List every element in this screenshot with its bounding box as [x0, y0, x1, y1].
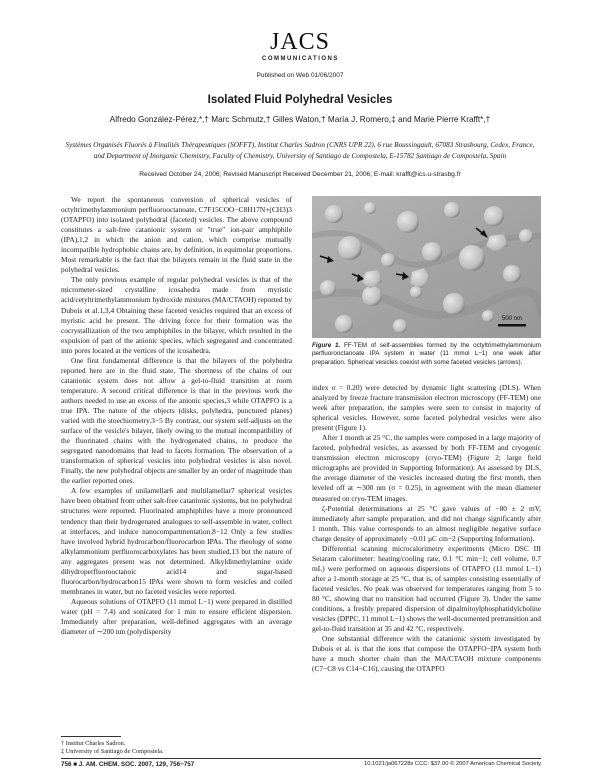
caption-label: Figure 1. [312, 342, 341, 349]
affiliation: Systèmes Organisés Fluorés à Finalités Thérapeutiques (SOFFT), Institut Charles Sadron (CNRS UPR 22), 6 rue Boussingault, 67083 Strasbourg, Cedex, France, and Department of Inorganic Chemistry, Faculty of Chemistry, University of Santiago de Compostela, E-15782 Santiago de Compostela, Spain [65, 141, 535, 160]
paragraph: After 1 month at 25 °C, the samples were composed in a large majority of faceted, polyhedral vesicles, as assessed by both FF-TEM and cryogenic transmission electron microscopy (cryo-TEM) (Figure 2; large field micrographs are provided in Supporting Information). As assessed by DLS, the average diameter of the vesicles increased during the first month, then leveled off at ∼300 nm (σ = 0.25), in agreement with the mean diameter measured on cryo-TEM images. [312, 433, 541, 503]
paragraph: We report the spontaneous conversion of spherical vesicles of octyltrimethylammonium perfluorooctanoate, C7F15COO−C8H17N+(CH3)3 (OTAPFO) into isolated polyhedral (faceted) vesicles. The above compound constitutes a salt-free catanionic system or "true" ion-pair amphiphile (IPA),1,2 in which the anion and cation, which comprise mutually incompatible hydrophobic chains are, by definition, in equimolar proportions. Most remarkable is the fact that the bilayers remain in the fluid state in the polyhedral vesicles. [61, 195, 292, 275]
footnote-divider [61, 736, 121, 737]
scale-bar-label: 500 nm [501, 316, 523, 322]
figure-1-micrograph [312, 196, 541, 338]
footnotes [61, 740, 292, 755]
paragraph: One first fundamental difference is that the bilayers of the polyhedra reported here are in the fluid state. The shortness of the chains of our catanionic system does not allow a gel-to-fluid transition at room temperature. A second critical difference is that in the previous work the authors needed to use an excess of the anionic species,3 while OTAPFO is a true IPA. The nature of the objects (disks, polyhedra, punctured planes) varied with the stoechiometry.3−5 By contrast, our system self-adjusts on the surface of the vesicle's bilayer, likely owing to the mutual incompatibility of the fluorinated chains with the hydrogenated chains, to produce the segregated nanodomains that lead to facets formation. The observation of a transformation of spherical vesicles into polyhedral vesicles is also novel. Finally, the new polyhedral objects are smaller by an order of magnitude than the earlier reported ones. [61, 355, 292, 486]
left-column [61, 195, 292, 637]
paragraph: index σ = 0.20) were detected by dynamic light scattering (DLS). When analyzed by freeze fracture transmission electron microscopy (FF-TEM) one week after preparation, the samples were seen to consist in majority of spherical vesicles. However, some faceted polyhedral vesicles were also present (Figure 1). [312, 383, 541, 433]
caption-text: FF-TEM of self-assemblies formed by the octyltrimethylammonium perfluorooctanoate IPA system in water (11 mmol L−1) one week after preparation. Spherical vesicles coexist with some faceted vesicles (arrows). [312, 342, 542, 366]
paragraph: One substantial difference with the catanionic system investigated by Dubois et al. is that the ions that compose the OTAPFO−IPA system both have a much shorter chain than the MA/CTAOH mixture components (C7−C8 vs C14−C16), causing the OTAPFO [312, 634, 541, 674]
journal-logo [262, 30, 338, 62]
scale-bar [498, 324, 526, 327]
footnote: ‡ University of Santiago de Compostela. [61, 747, 164, 755]
paragraph: ζ-Potential determinations at 25 °C gave values of −80 ± 2 mV, immediately after sample preparation, and did not change significantly after 1 month. This value corresponds to an almost negligible negative surface charge density of approximately −0.01 μC cm−2 (Supporting Information). [312, 503, 541, 543]
micrograph-image [312, 196, 541, 338]
paragraph: Aqueous solutions of OTAPFO (11 mmol L−1) were prepared in distilled water (pH = 7.4) and sonicated for 1 min to ensure efficient dispersion. Immediately after preparation, well-defined aggregates with an average diameter of ∼200 nm (polydispersity [61, 596, 292, 637]
logo-subtitle: COMMUNICATIONS [262, 56, 339, 62]
footnote: † Institut Charles Sadron. [61, 740, 126, 747]
paragraph: The only previous example of regular polyhedral vesicles is that of the micrometer-sized crystalline icosahedra made from myristic acid/cetyltrimethylammonium hydroxide mixtures (MA/CTAOH) reported by Dubois et al.1,3,4 Obtaining these faceted vesicles required that an excess of myristic acid be present. The driving force for their formation was the cocrystallization of the two amphiphiles in the bilayer, which resulted in the expulsion of part of the anionic species, which segregated and concentrated into pores located at the vertices of the icosahedra. [61, 275, 292, 355]
published-date: Published on Web 01/06/2007 [256, 72, 344, 79]
figure-caption [312, 342, 541, 367]
paragraph: Differential scanning microcalorimetry experiments (Micro DSC III Setaram calorimeter: heating/cooling rate, 0.1 °C min−1; cell volume, 0.7 mL) were performed on aqueous dispersions of OTAPFO (11 mmol L−1) after a 1-month storage at 25 °C, that is, of samples consisting essentially of faceted vesicles. No peak was observed for temperatures ranging from 5 to 80 °C, showing that no transition had occurred (Figure 3). Under the same conditions, a freshly prepared dispersion of dipalmitoylphosphatidylcholine vesicles (DPPC, 11 mmol L−1) shows the well-documented pretransition and gel-to-fluid transition at 35 and 42 °C, respectively. [312, 543, 541, 634]
doi-line: 10.1021/ja067228s CCC: $37.00 © 2007 American Chemical Society [364, 761, 541, 767]
right-column [312, 383, 541, 674]
footer-divider [61, 758, 541, 759]
page-citation: 756 ■ J. AM. CHEM. SOC. 2007, 129, 756−757 [61, 761, 195, 768]
article-title: Isolated Fluid Polyhedral Vesicles [207, 94, 393, 106]
logo-text: JACS [269, 29, 331, 55]
author-list: Alfredo González-Pérez,*,† Marc Schmutz,† Gilles Waton,† María J. Romero,‡ and Marie Pierre Krafft*,† [109, 115, 491, 124]
received-line: Received October 24, 2006; Revised Manuscript Received December 21, 2006; E-mail: krafft@ics.u-strasbg.fr [139, 171, 461, 178]
paragraph: A few examples of unilamellar6 and multilamellar7 spherical vesicles have been obtained from other salt-free catanionic systems, but no polyhedral structures were reported. Fluorinated amphiphiles have a more pronounced tendency than their hydrogenated analogues to self-assemble in water, collect at interfaces, and induce nanocompartmentation.8−12 Only a few studies have involved hybrid hydrocarbon/fluorocarbon IPAs. The rheology of some alkylammonium perfluorocarboxylates has been studied,13 but the nature of any aggregates present was not determined. Alkyldimethylamine oxide dihydroperfluorooctanoic acid14 and sugar-based fluorocarbon/hydrocarbon15 IPAs were shown to form vesicles and coiled membranes in water, but no faceted vesicles were reported. [61, 486, 292, 596]
